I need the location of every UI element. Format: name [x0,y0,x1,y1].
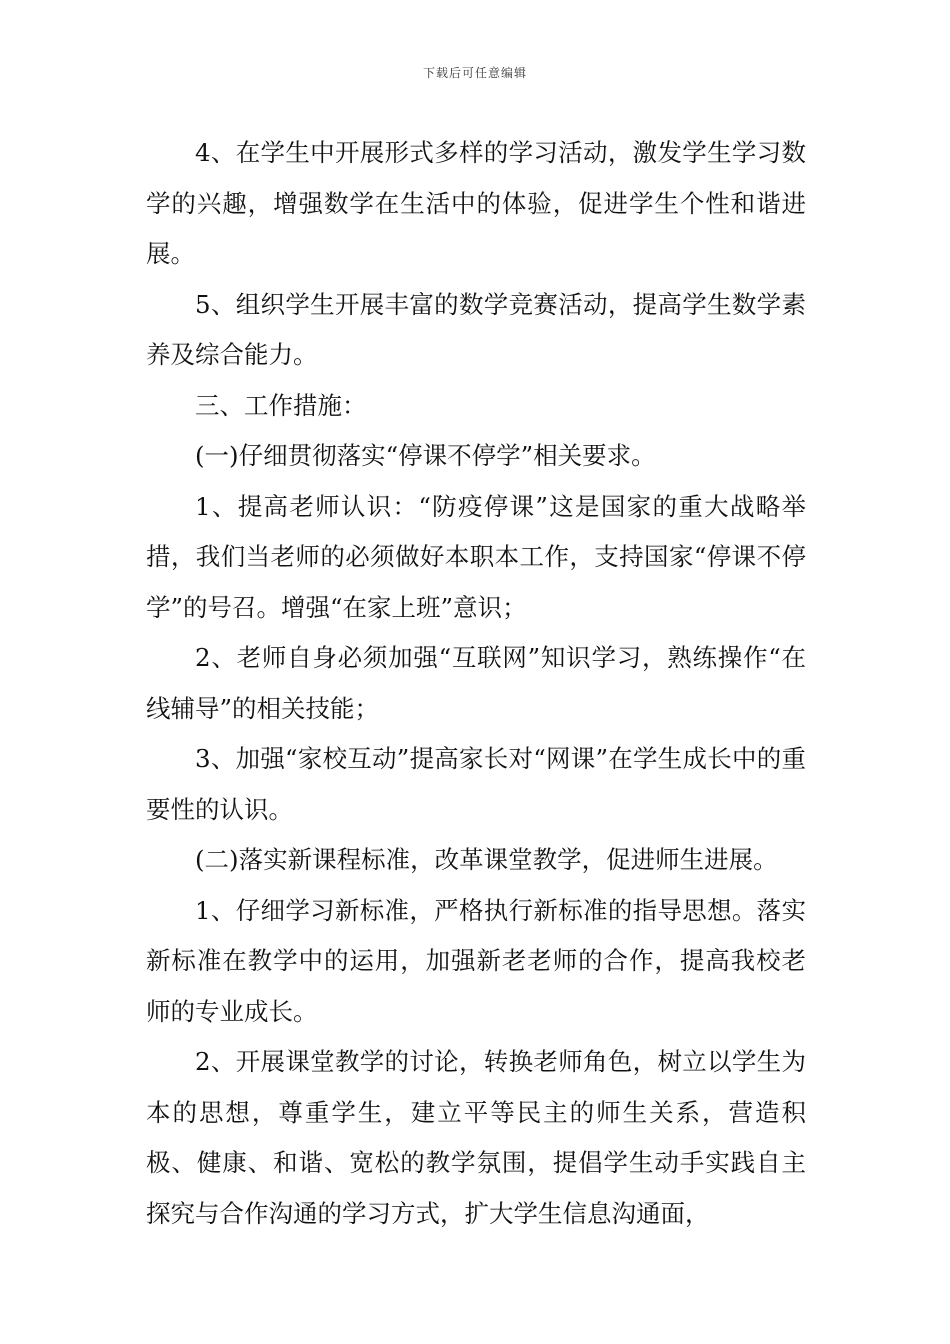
paragraph-measure-1-2: 2、老师自身必须加强“互联网”知识学习，熟练操作“在线辅导”的相关技能； [146,643,806,723]
paragraph-item-5: 5、组织学生开展丰富的数学竞赛活动，提高学生数学素养及综合能力。 [146,289,806,369]
paragraph-measure-1-3: 3、加强“家校互动”提高家长对“网课”在学生成长中的重要性的认识。 [146,744,806,824]
paragraph-item-4: 4、在学生中开展形式多样的学习活动，激发学生学习数学的兴趣，增强数学在生活中的体验，促进学生个性和谐进展。 [146,138,806,268]
paragraph-measure-2-1: 1、仔细学习新标准，严格执行新标准的指导思想。落实新标准在教学中的运用，加强新老老师的合作，提高我校老师的专业成长。 [146,895,806,1026]
subsection-heading-2: (二)落实新课程标准，改革课堂教学，促进师生进展。 [195,845,778,874]
subsection-heading-1: (一)仔细贯彻落实“停课不停学”相关要求。 [195,441,656,470]
page-header: 下载后可任意编辑 [422,66,527,80]
paragraph-measure-1-1: 1、提高老师认识：“防疫停课”这是国家的重大战略举措，我们当老师的必须做好本职本工作，支持国家“停课不停学”的号召。增强“在家上班”意识； [146,491,806,622]
document-body [146,128,806,1239]
section-heading-measures: 三、工作措施： [195,390,367,420]
paragraph-measure-2-2: 2、开展课堂教学的讨论，转换老师角色，树立以学生为本的思想，尊重学生，建立平等民主的师生关系，营造积极、健康、和谐、宽松的教学氛围，提倡学生动手实践自主探究与合作沟通的学习方式，扩大学生信息沟通面， [146,1047,806,1228]
